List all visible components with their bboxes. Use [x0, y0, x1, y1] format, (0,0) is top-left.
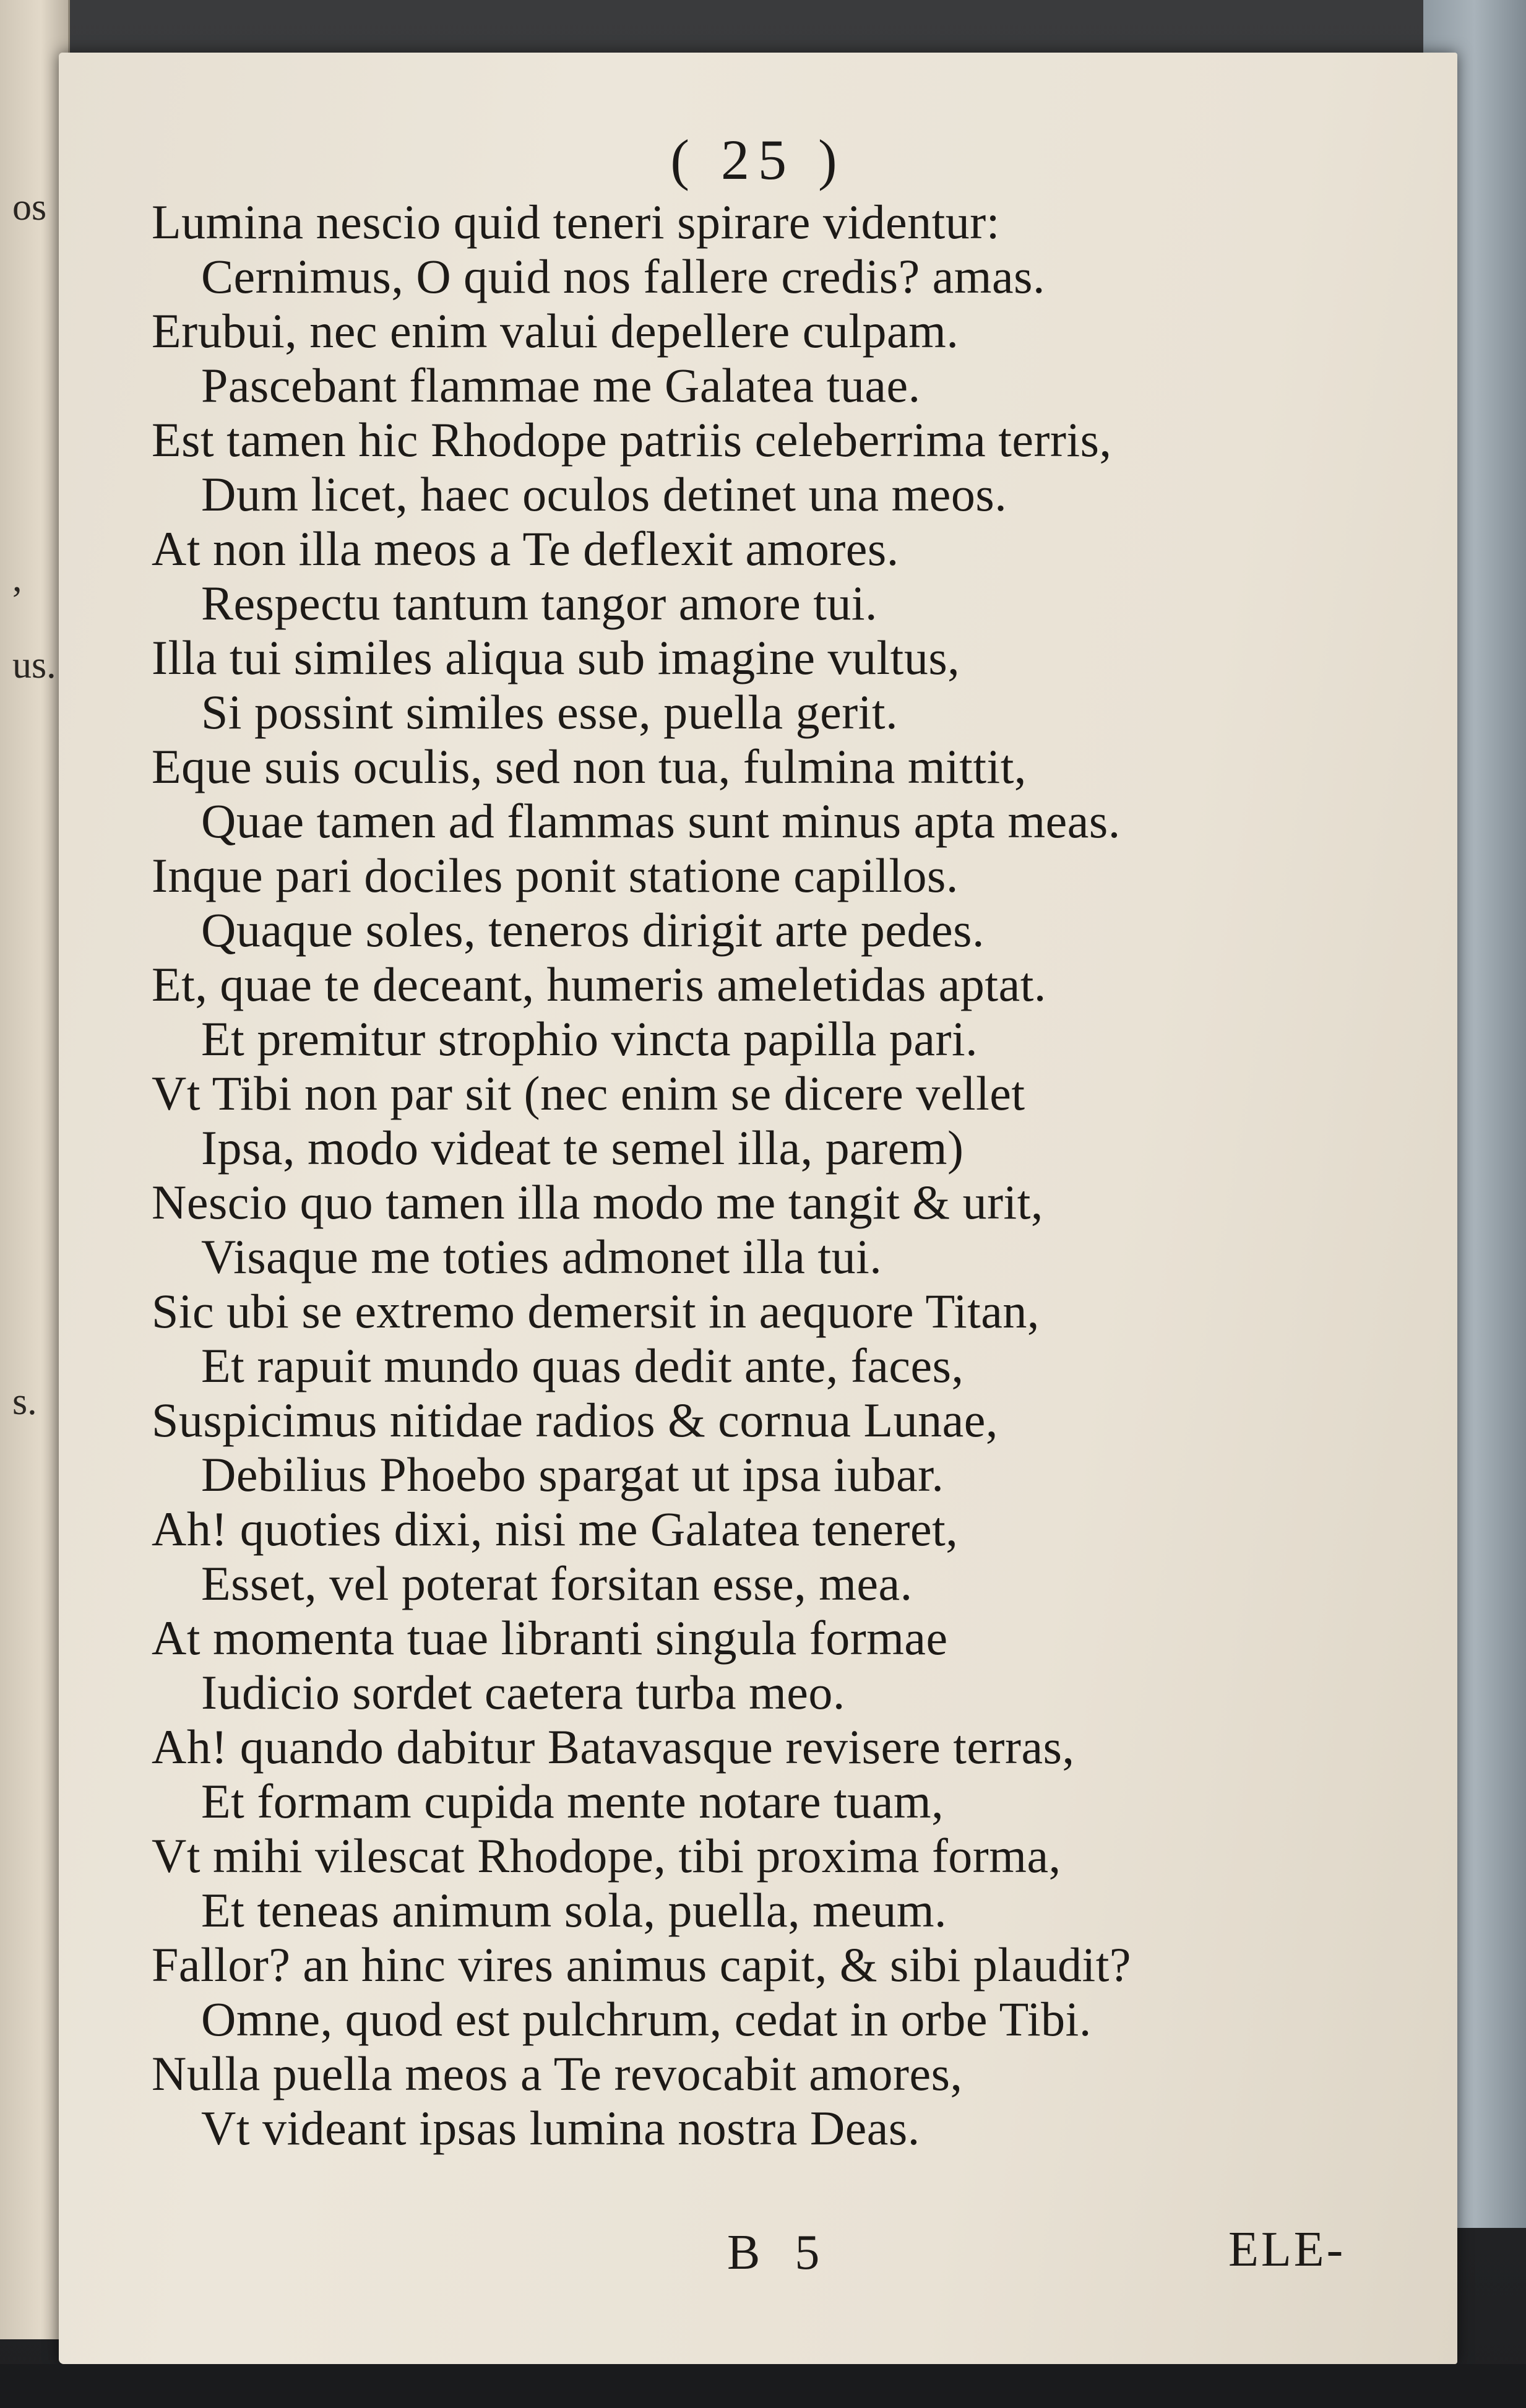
left-page-fragment: os: [12, 186, 47, 228]
signature-mark: B 5: [727, 2225, 831, 2280]
verse-line: Visaque me toties admonet illa tui.: [201, 1230, 882, 1284]
left-page-fragment: s.: [12, 1381, 37, 1423]
verse-line: Esset, vel poterat forsitan esse, mea.: [201, 1556, 913, 1610]
left-page-fragment: ,: [12, 558, 22, 600]
verse-line: Dum licet, haec oculos detinet una meos.: [201, 467, 1007, 521]
bottom-shadow: [0, 2364, 1526, 2408]
verse-line: Nescio quo tamen illa modo me tangit & urit,: [152, 1175, 1043, 1229]
left-page-fragment: us.: [12, 644, 56, 686]
verse-line: Et formam cupida mente notare tuam,: [201, 1774, 944, 1828]
verse-line: Eque suis oculis, sed non tua, fulmina mittit,: [152, 740, 1027, 793]
verse-line: Si possint similes esse, puella gerit.: [201, 685, 899, 739]
verse-line: Et rapuit mundo quas dedit ante, faces,: [201, 1339, 964, 1392]
verse-line: Et, quae te deceant, humeris ameletidas aptat.: [152, 957, 1046, 1011]
verse-line: Illa tui similes aliqua sub imagine vultus,: [152, 631, 960, 684]
verse-line: Inque pari dociles ponit statione capillos.: [152, 848, 959, 902]
verse-line: Cernimus, O quid nos fallere credis? amas.: [201, 249, 1045, 303]
verse-line: At momenta tuae libranti singula formae: [152, 1611, 948, 1665]
verse-line: Respectu tantum tangor amore tui.: [201, 576, 878, 630]
verse-line: Suspicimus nitidae radios & cornua Lunae,: [152, 1393, 998, 1447]
verse-line: Nulla puella meos a Te revocabit amores,: [152, 2047, 963, 2100]
catchword: ELE-: [1228, 2222, 1346, 2277]
verse-line: Iudicio sordet caetera turba meo.: [201, 1665, 845, 1719]
verse-line: Est tamen hic Rhodope patriis celeberrima terris,: [152, 413, 1112, 467]
verse-line: Vt videant ipsas lumina nostra Deas.: [201, 2101, 920, 2155]
verse-line: Vt mihi vilescat Rhodope, tibi proxima forma,: [152, 1829, 1061, 1883]
verse-line: Et teneas animum sola, puella, meum.: [201, 1883, 947, 1937]
verse-line: Pascebant flammae me Galatea tuae.: [201, 358, 921, 412]
verse-line: Vt Tibi non par sit (nec enim se dicere vellet: [152, 1066, 1025, 1120]
verse-line: Lumina nescio quid teneri spirare videntur:: [152, 195, 1000, 249]
verse-line: Fallor? an hinc vires animus capit, & sibi plaudit?: [152, 1938, 1131, 1992]
verse-line: Erubui, nec enim valui depellere culpam.: [152, 304, 959, 358]
verse-line: Omne, quod est pulchrum, cedat in orbe Tibi.: [201, 1992, 1092, 2046]
verse-line: Sic ubi se extremo demersit in aequore Titan,: [152, 1284, 1040, 1338]
page-number: ( 25 ): [670, 128, 846, 191]
book-page: [59, 53, 1457, 2364]
verse-line: Quaque soles, teneros dirigit arte pedes.: [201, 903, 985, 957]
verse-line: Ipsa, modo videat te semel illa, parem): [201, 1121, 964, 1175]
verse-line: Debilius Phoebo spargat ut ipsa iubar.: [201, 1448, 944, 1501]
verse-line: Ah! quando dabitur Batavasque revisere terras,: [152, 1720, 1075, 1774]
verse-line: Et premitur strophio vincta papilla pari.: [201, 1012, 978, 1066]
poem-text: [152, 195, 1451, 2156]
verse-line: At non illa meos a Te deflexit amores.: [152, 522, 899, 576]
verse-line: Quae tamen ad flammas sunt minus apta meas.: [201, 794, 1121, 848]
verse-line: Ah! quoties dixi, nisi me Galatea teneret,: [152, 1502, 959, 1556]
